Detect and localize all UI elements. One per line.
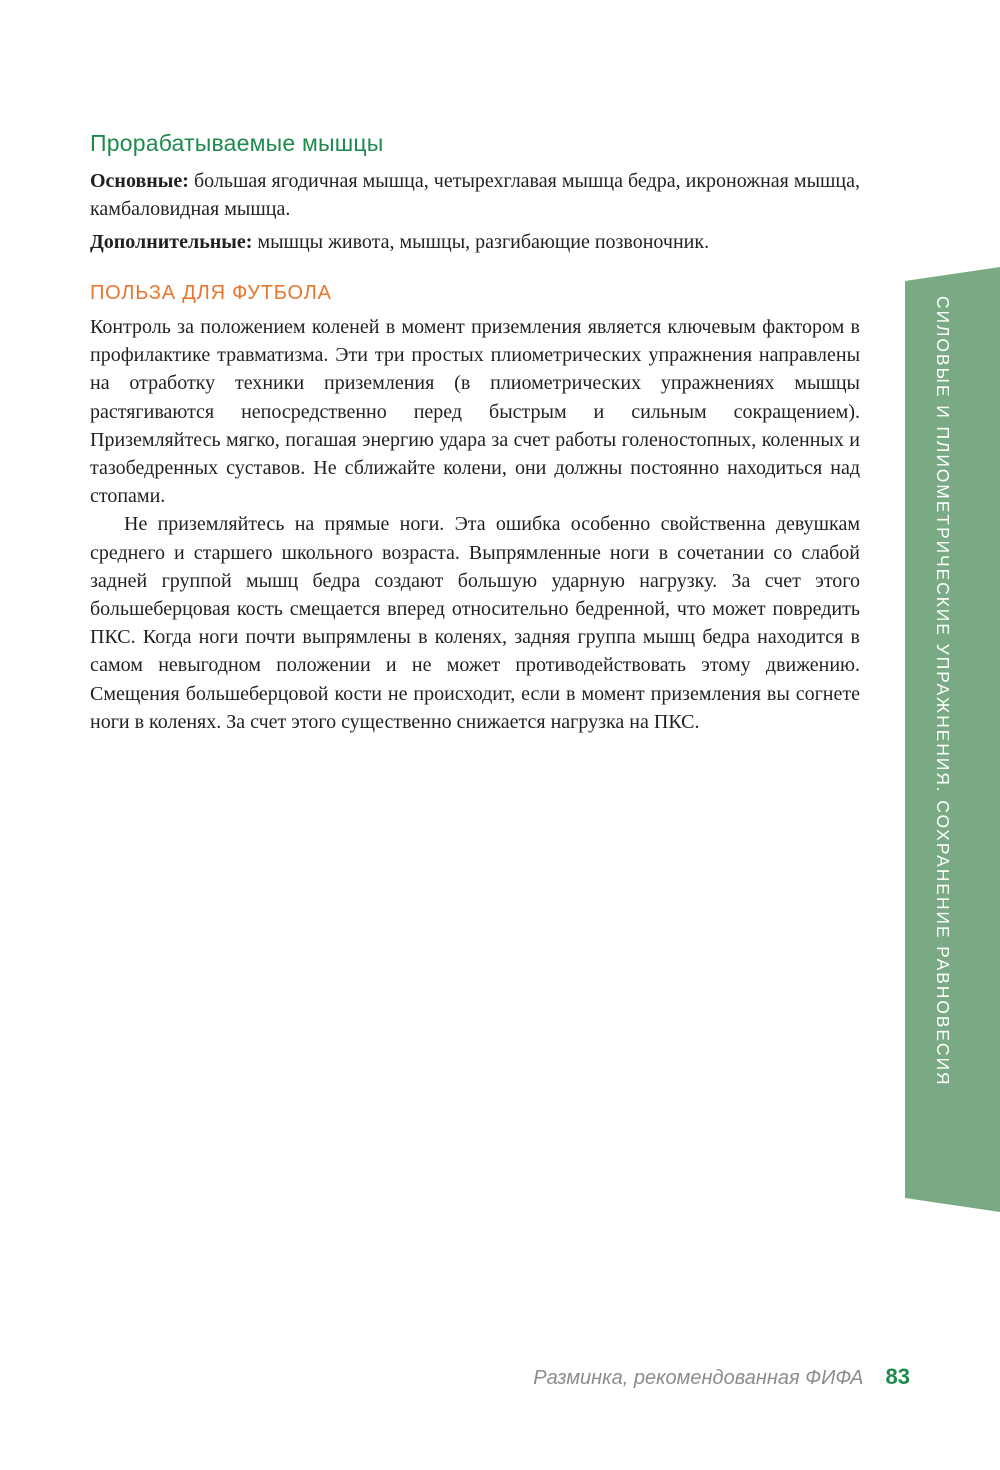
benefit-paragraph: Не приземляйтесь на прямые ноги. Эта ошибка особенно свойственна девушкам среднего и старшего школьного возраста. Выпрямленные ноги в сочетании со слабой задней группой мышц бедра создают большую ударную нагрузку. За счет этого большеберцовая кость смещается вперед относительно бедренной, что может повредить ПКС. Когда ноги почти выпрямлены в коленях, задняя группа мышц бедра находится в самом невыгодном положении и не может противодействовать этому движению. Смещения большеберцовой кости не происходит, если в момент приземления вы согнете ноги в коленях. За счет этого существенно снижается нагрузка на ПКС. xyxy=(90,513,860,733)
main-muscles-paragraph xyxy=(90,167,860,223)
page-number: 83 xyxy=(885,1364,910,1389)
footer-book-title: Разминка, рекомендованная ФИФА xyxy=(533,1367,864,1389)
page-footer xyxy=(533,1364,910,1390)
muscles-heading: Прорабатываемые мышцы xyxy=(90,130,384,156)
benefit-heading: ПОЛЬЗА ДЛЯ ФУТБОЛА xyxy=(90,282,332,304)
extra-muscles-label: Дополнительные: xyxy=(90,231,253,253)
chapter-side-tab-label: СИЛОВЫЕ И ПЛИОМЕТРИЧЕСКИЕ УПРАЖНЕНИЯ. СОХРАНЕНИЕ РАВНОВЕСИЯ xyxy=(933,296,953,1087)
extra-muscles-text: мышцы живота, мышцы, разгибающие позвоночник. xyxy=(252,231,710,253)
extra-muscles-paragraph xyxy=(90,228,860,256)
main-muscles-text: большая ягодичная мышца, четырехглавая мышца бедра, икроножная мышца, камбаловидная мышца. xyxy=(90,170,860,220)
benefit-paragraph: Контроль за положением коленей в момент приземления является ключевым фактором в профилактике травматизма. Эти три простых плиометрических упражнения направлены на отработку техники приземления (в плиометрических упражнениях мышцы растягиваются непосредственно перед быстрым и сильным сокращением). Приземляйтесь мягко, погашая энергию удара за счет работы голеностопных, коленных и тазобедренных суставов. Не сближайте колени, они должны постоянно находиться над стопами. xyxy=(90,316,860,508)
benefit-section xyxy=(90,313,860,736)
main-muscles-label: Основные: xyxy=(90,170,189,192)
